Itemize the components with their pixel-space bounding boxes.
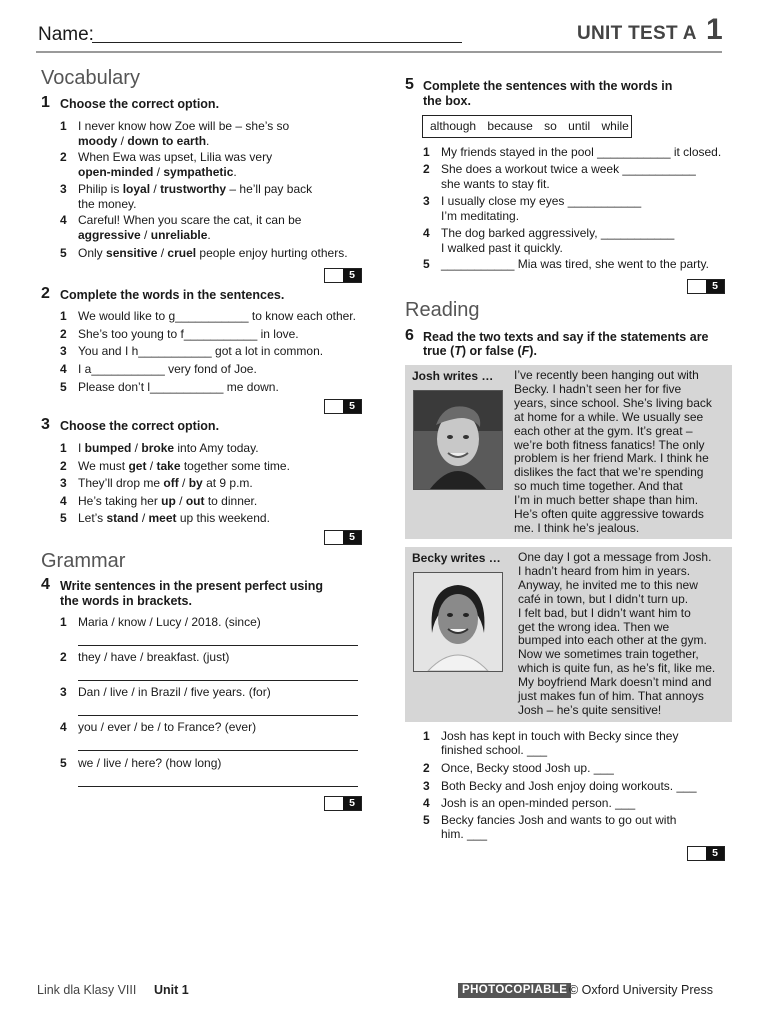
item-number: 1 [60,615,67,629]
item-number: 2 [60,327,67,341]
bold-option: take [156,459,181,473]
score-max: 5 [343,400,361,413]
item-text: I a___________ very fond of Joe. [78,362,257,376]
item-text [78,476,253,491]
text-line: café in town, but I didn’t turn up. [518,591,689,606]
text-line: Josh – he’s quite sensitive! [518,702,662,717]
grammar-title: Grammar [41,550,126,572]
unit-title: UNIT TEST A [577,23,697,44]
unit-number: 1 [706,13,723,46]
text-run: Let’s [78,511,107,525]
item-text: Josh is an open-minded person. ___ [441,796,636,810]
text-line: get the wrong idea. Then we [518,619,670,634]
reading-title: Reading [405,299,480,321]
bold-option: bumped [84,441,132,455]
publisher: © Oxford University Press [569,983,713,997]
text-run: / [138,511,149,525]
bold-option: unreliable [150,227,208,242]
bold-option: broke [141,441,175,455]
text-line: Anyway, he invited me to this new [518,577,698,592]
item-text: She does a workout twice a week ___________ [441,162,696,176]
item-number: 5 [60,246,67,260]
bold-option: stand [106,511,139,525]
text-line: at home for a while. We usually see [514,409,704,424]
item-text: you / ever / be / to France? (ever) [78,720,257,734]
item-number: 5 [423,257,430,271]
task-instruction: the box. [423,94,471,108]
item-number: 2 [60,150,67,164]
item-text [78,165,237,180]
text-line: I hadn’t heard from him in years. [518,563,691,578]
bold-option: by [188,476,203,490]
task-number: 3 [41,416,50,433]
text-run: / [146,459,157,473]
bold-option: open-minded [78,164,154,179]
score-box[interactable] [687,846,725,861]
text-line: One day I got a message from Josh. [518,550,712,564]
bold-option: aggressive [78,227,141,242]
score-max: 5 [706,847,724,860]
text-line: I felt bad, but I didn’t want him to [518,605,691,620]
bold-option: up [161,494,176,508]
item-text [78,228,211,243]
answer-line[interactable] [78,750,358,751]
text-run: to dinner. [204,494,258,508]
text-line: Becky. I hadn’t seen her for five [514,381,682,396]
item-number: 1 [423,145,430,159]
box-word: because [487,119,533,133]
task-instruction: Complete the words in the sentences. [60,288,285,302]
box-word: until [568,119,591,133]
text-line: I’ve recently been hanging out with [514,368,699,382]
score-box[interactable] [687,279,725,294]
text-run: / [153,164,164,179]
item-text [78,511,270,526]
text-line: problem is her friend Mark. I think he [514,451,709,466]
item-text: Please don’t l___________ me down. [78,380,279,394]
item-text: we / live / here? (how long) [78,756,222,770]
item-number: 2 [60,459,67,473]
answer-line[interactable] [78,786,358,787]
item-text: Maria / know / Lucy / 2018. (since) [78,615,261,629]
item-text: him. ___ [441,827,488,841]
text-line: dislikes the fact that we’re spending [514,465,704,480]
text-run: together some time. [180,459,290,473]
text-line: me. I think he’s jealous. [514,520,640,535]
task-number: 1 [41,94,50,111]
text-line: which is quite fun, as he’s fit, like me. [518,661,716,676]
text-line: He’s often quite aggressive towards [514,507,704,521]
text-run: I never know how Zoe will be – she’s so [78,119,290,133]
text-run: . [206,133,210,148]
answer-line[interactable] [78,680,358,681]
item-text: My friends stayed in the pool ___________ it closed. [441,145,722,159]
item-number: 3 [60,344,67,358]
name-label: Name: [38,24,94,45]
item-number: 4 [60,213,67,227]
answer-line[interactable] [78,715,358,716]
text-line: Now we sometimes train together, [518,647,699,662]
bold-option: down to earth [127,133,207,148]
bold-option: cruel [167,246,197,260]
josh-photo [413,390,503,490]
item-number: 5 [423,813,430,827]
text-run: / [150,182,161,196]
item-number: 4 [423,226,430,240]
bold-option: sympathetic [163,164,234,179]
text-run: / [175,494,186,508]
text-run: Only [78,246,107,260]
item-text [78,150,272,165]
item-text [78,441,259,456]
answer-line[interactable] [78,645,358,646]
item-number: 2 [423,761,430,775]
item-text: She’s too young to f___________ in love. [78,327,299,341]
text-line: I’m in much better shape than him. [514,493,699,508]
text-run: the money. [78,196,137,211]
item-number: 5 [60,380,67,394]
item-number: 5 [60,511,67,525]
bold-option: out [185,494,205,508]
item-number: 2 [60,650,67,664]
item-text: they / have / breakfast. (just) [78,650,230,664]
item-text: You and I h___________ got a lot in common. [78,344,324,358]
item-text: she wants to stay fit. [441,176,550,191]
task-instruction: Choose the correct option. [60,419,220,433]
footer-unit: Unit 1 [154,983,189,997]
item-text [78,197,136,212]
footer-course: Link dla Klasy VIII [37,983,137,997]
item-text: Josh has kept in touch with Becky since they [441,729,679,743]
task-number: 5 [405,76,414,93]
box-word: although [430,119,477,133]
bold-option: meet [148,511,177,525]
score-box[interactable] [324,530,362,545]
josh-writer-label: Josh writes … [412,369,494,383]
text-run: at 9 p.m. [202,476,253,490]
task-instruction: Read the two texts and say if the statements are [423,330,709,344]
word-box [422,115,632,138]
item-text [78,213,301,228]
task-instruction [423,344,537,359]
name-line[interactable] [92,42,462,43]
text-run: – he’ll pay back [226,182,313,196]
text-run: into Amy today. [174,441,259,455]
bold-option: loyal [122,182,151,196]
becky-writer-label: Becky writes … [412,551,501,565]
text-run: / [131,441,142,455]
vocabulary-title: Vocabulary [41,67,140,89]
item-number: 1 [60,309,67,323]
bold-option: get [128,459,147,473]
text-run: up this weekend. [176,511,270,525]
header-rule [36,51,722,53]
task-number: 6 [405,327,414,344]
item-number: 4 [60,720,67,734]
bold-option: sensitive [106,246,158,260]
photocopiable-badge: PHOTOCOPIABLE [458,983,571,998]
score-box[interactable] [324,399,362,414]
bold-option: trustworthy [160,182,227,196]
item-text: finished school. ___ [441,743,548,757]
item-number: 2 [423,162,430,176]
task-number: 4 [41,576,50,593]
box-word: while [601,119,629,133]
task-instruction: the words in brackets. [60,594,192,608]
item-number: 3 [60,476,67,490]
item-text: Once, Becky stood Josh up. ___ [441,761,614,775]
item-text [78,494,257,509]
item-text: Both Becky and Josh enjoy doing workouts. ___ [441,779,697,793]
person-photo-icon [414,573,502,671]
bold-option: ) or false ( [461,344,522,358]
bold-option: true ( [423,344,455,358]
item-text [78,134,209,149]
item-text: ___________ Mia was tired, she went to the party. [441,257,709,271]
text-run: . [233,164,237,179]
bold-option: F [521,344,530,358]
text-run: / [140,227,151,242]
item-text [78,182,312,197]
score-box[interactable] [324,796,362,811]
task-number: 2 [41,285,50,302]
item-text: We would like to g___________ to know each other. [78,309,356,323]
task-instruction: Write sentences in the present perfect using [60,579,324,593]
task-instruction: Choose the correct option. [60,97,220,111]
text-run: / [157,246,168,260]
text-run: Careful! When you scare the cat, it can be [78,213,302,227]
text-line: bumped into each other at the gym. [518,633,707,648]
item-text [78,119,289,134]
item-text: I usually close my eyes ___________ [441,194,642,208]
item-number: 3 [423,194,430,208]
text-line: we’re both fitness fanatics! The only [514,437,705,452]
item-number: 4 [423,796,430,810]
item-number: 4 [60,494,67,508]
text-run: / [178,476,189,490]
item-number: 1 [60,441,67,455]
item-number: 4 [60,362,67,376]
item-text: I’m meditating. [441,208,520,223]
item-text: Dan / live / in Brazil / five years. (for) [78,685,271,699]
score-box[interactable] [324,268,362,283]
person-photo-icon [414,391,502,489]
box-word: so [544,119,557,133]
text-run: people enjoy hurting others. [196,246,348,260]
task-instruction: Complete the sentences with the words in [423,79,673,93]
becky-photo [413,572,503,672]
text-line: years, since school. She’s living back [514,395,712,410]
text-run: They’ll drop me [78,476,164,490]
text-run: I [78,441,85,455]
item-number: 3 [60,685,67,699]
text-line: each other at the gym. It’s great – [514,423,693,438]
bold-option: moody [78,133,118,148]
text-run: . [207,227,211,242]
item-text: Becky fancies Josh and wants to go out with [441,813,677,827]
score-max: 5 [343,269,361,282]
item-text: I walked past it quickly. [441,240,563,255]
score-max: 5 [706,280,724,293]
item-number: 3 [423,779,430,793]
bold-option: off [163,476,179,490]
item-number: 3 [60,182,67,196]
text-line: just makes fun of him. That annoys [518,689,704,703]
text-run: We must [78,459,129,473]
item-text [78,246,348,261]
bold-option: ). [529,344,537,358]
item-text: The dog barked aggressively, ___________ [441,226,675,240]
score-max: 5 [343,797,361,810]
text-run: / [117,133,128,148]
text-run: When Ewa was upset, Lilia was very [78,150,273,164]
text-run: He’s taking her [78,494,162,508]
item-number: 1 [423,729,430,743]
item-number: 5 [60,756,67,770]
item-text [78,459,290,474]
bold-option: T [454,344,462,358]
text-line: My boyfriend Mark doesn’t mind and [518,675,712,690]
score-max: 5 [343,531,361,544]
item-number: 1 [60,119,67,133]
text-run: Philip is [78,182,123,196]
text-line: so much time together. And that [514,479,683,494]
